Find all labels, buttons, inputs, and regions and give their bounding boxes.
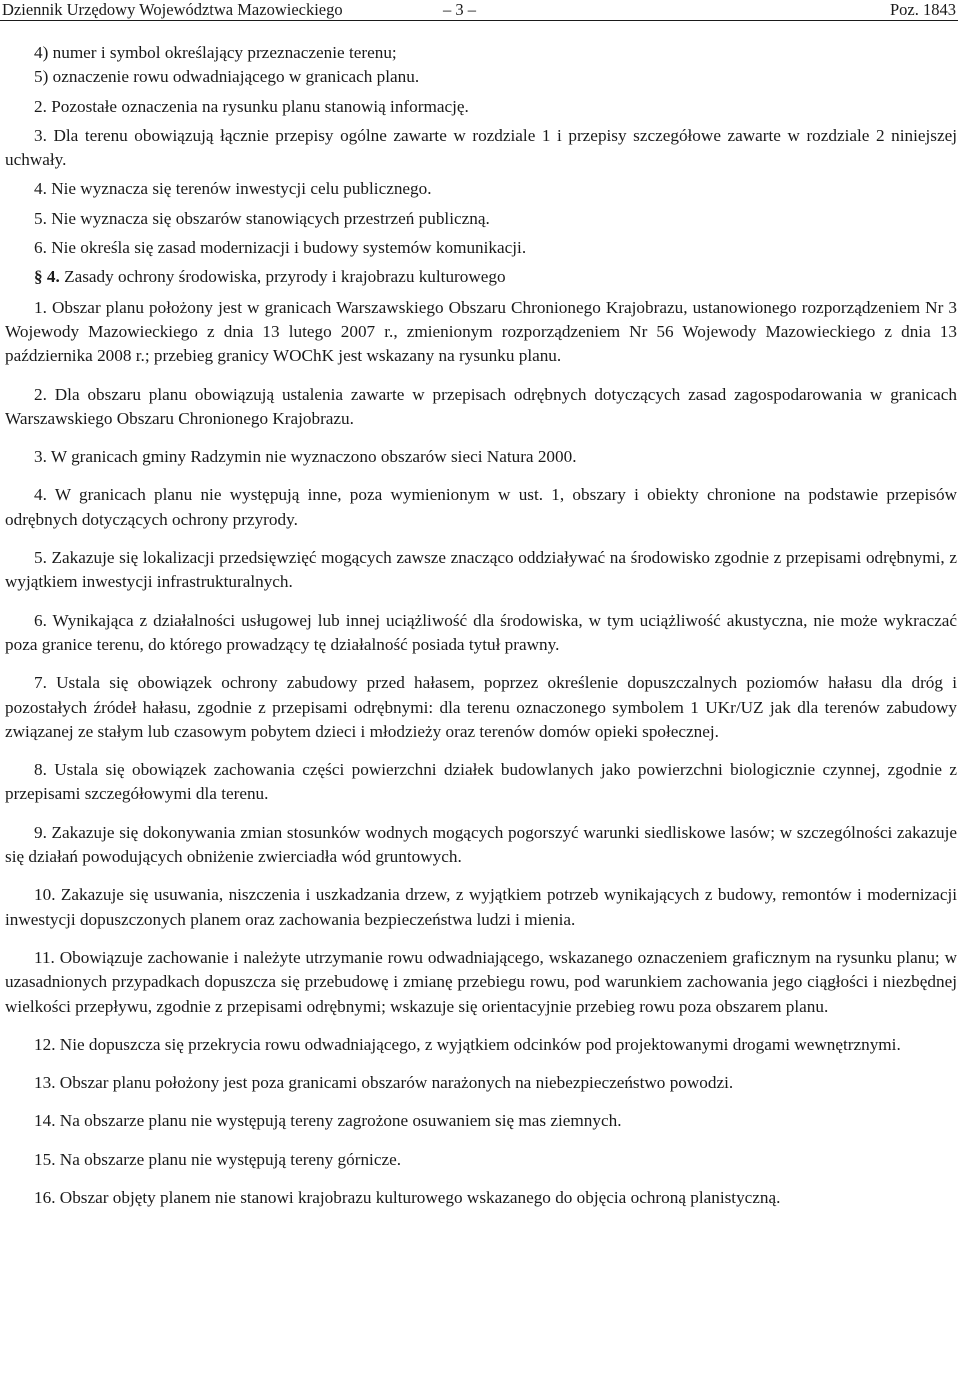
paragraph bbox=[5, 883, 957, 932]
paragraph bbox=[5, 671, 957, 744]
paragraph-number: 11. bbox=[34, 947, 55, 967]
paragraph-number: 2. bbox=[34, 384, 47, 404]
paragraph-number: 2. bbox=[34, 96, 47, 116]
paragraph-number: 13. bbox=[34, 1073, 56, 1093]
paragraph-number: 5. bbox=[34, 208, 47, 228]
paragraph bbox=[5, 445, 957, 469]
item-number: 4) bbox=[34, 43, 49, 62]
paragraph-number: 4. bbox=[34, 179, 47, 199]
paragraph-text: Obszar objęty planem nie stanowi krajobrazu kulturowego wskazanego do objęcia ochroną planistyczną. bbox=[55, 1187, 781, 1207]
paragraph-number: 12. bbox=[34, 1034, 56, 1054]
position-number: Poz. 1843 bbox=[890, 0, 956, 19]
paragraph-number: 1. bbox=[34, 297, 47, 317]
paragraph-number: 7. bbox=[34, 673, 47, 693]
paragraph bbox=[5, 207, 957, 231]
paragraph-number: 10. bbox=[34, 885, 56, 905]
page-header bbox=[0, 0, 958, 22]
paragraph-number: 15. bbox=[34, 1149, 56, 1169]
paragraph bbox=[5, 95, 957, 119]
paragraph-text: W granicach planu nie występują inne, poza wymienionym w ust. 1, obszary i obiekty chronione na podstawie przepisów odrębnych dotyczących ochrony przyrody. bbox=[5, 485, 957, 529]
paragraph-text: Nie dopuszcza się przekrycia rowu odwadniającego, z wyjątkiem odcinków pod projektowanymi drogami wewnętrznymi. bbox=[55, 1034, 901, 1054]
paragraph-number: 6. bbox=[34, 610, 47, 630]
paragraph-text: Dla terenu obowiązują łącznie przepisy ogólne zawarte w rozdziale 1 i przepisy szczegółowe zawarte w rozdziale 2 niniejszej uchwały. bbox=[5, 125, 957, 170]
paragraph-number: 16. bbox=[34, 1187, 56, 1207]
paragraph bbox=[5, 1148, 957, 1172]
paragraph bbox=[5, 609, 957, 658]
paragraph bbox=[5, 1186, 957, 1210]
paragraph-text: Obowiązuje zachowanie i należyte utrzymanie rowu odwadniającego, wskazanego oznaczeniem graficznym na rysunku planu; w uzasadnionych przypadkach dopuszcza się przebudowę i zmianę przebiegu rowu, pod warunkiem zachowania jego ciągłości i niezbędnej wielkości przepływu, zgodnie z przepisami odrębnymi; wskazuje się orientacyjnie przebieg rowu poza obszarem planu. bbox=[5, 947, 957, 1016]
paragraph bbox=[5, 177, 957, 201]
paragraph bbox=[5, 1071, 957, 1095]
paragraph-text: Dla obszaru planu obowiązują ustalenia zawarte w przepisach odrębnych dotyczących zasad zagospodarowania w granicach Warszawskiego Obszaru Chronionego Krajobrazu. bbox=[5, 384, 957, 428]
item-number: 5) bbox=[34, 67, 49, 87]
paragraph-text: Obszar planu położony jest poza granicami obszarów narażonych na niebezpieczeństwo powodzi. bbox=[55, 1073, 734, 1093]
item-text: oznaczenie rowu odwadniającego w granicach planu. bbox=[48, 67, 420, 87]
paragraph-text: Na obszarze planu nie występują tereny górnicze. bbox=[55, 1149, 401, 1169]
paragraph-text: Nie określa się zasad modernizacji i budowy systemów komunikacji. bbox=[46, 238, 527, 258]
paragraph-number: 8. bbox=[34, 760, 47, 780]
paragraph-text: Ustala się obowiązek zachowania części powierzchni działek budowlanych jako powierzchni biologicznie czynnej, zgodnie z przepisami szczegółowymi dla terenu. bbox=[5, 760, 957, 804]
paragraph-text: Nie wyznacza się obszarów stanowiących przestrzeń publiczną. bbox=[46, 208, 490, 228]
paragraph-text: Na obszarze planu nie występują tereny zagrożone osuwaniem się mas ziemnych. bbox=[55, 1111, 622, 1131]
paragraph-text: Wynikająca z działalności usługowej lub innej uciążliwość dla środowiska, w tym uciążliwość akustyczna, nie może wykraczać poza granice terenu, do którego prowadzący tę działalność posiada tytuł prawny. bbox=[5, 610, 957, 654]
paragraph-text: Zakazuje się dokonywania zmian stosunków wodnych mogących pogorszyć warunki siedliskowe lasów; w szczególności zakazuje się działań powodujących obniżenie zwierciadła wód gruntowych. bbox=[5, 822, 957, 867]
paragraph bbox=[5, 296, 957, 369]
page-number: – 3 – bbox=[443, 0, 476, 19]
item-text: numer i symbol określający przeznaczenie terenu; bbox=[48, 43, 397, 62]
paragraph-number: 5. bbox=[34, 548, 47, 568]
paragraph bbox=[5, 546, 957, 595]
section-number: § 4. bbox=[34, 267, 60, 287]
paragraph bbox=[5, 1033, 957, 1057]
paragraph-number: 6. bbox=[34, 238, 47, 258]
paragraph bbox=[5, 821, 957, 870]
paragraph-text: W granicach gminy Radzymin nie wyznaczono obszarów sieci Natura 2000. bbox=[46, 447, 577, 467]
paragraph bbox=[5, 946, 957, 1019]
paragraph-text: Nie wyznacza się terenów inwestycji celu publicznego. bbox=[46, 179, 432, 199]
paragraph-number: 3. bbox=[34, 125, 47, 145]
paragraph bbox=[5, 758, 957, 807]
paragraph-number: 3. bbox=[34, 447, 47, 467]
paragraph-text: Zakazuje się lokalizacji przedsięwzięć mogących zawsze znacząco oddziaływać na środowisko zgodnie z przepisami odrębnymi, z wyjątkiem inwestycji infrastrukturalnych. bbox=[5, 548, 957, 592]
paragraph bbox=[5, 1109, 957, 1133]
list-item bbox=[5, 41, 957, 65]
paragraph-number: 9. bbox=[34, 822, 47, 842]
paragraph bbox=[5, 383, 957, 432]
paragraph-text: Obszar planu położony jest w granicach Warszawskiego Obszaru Chronionego Krajobrazu, ustanowionego rozporządzeniem Nr 3 Wojewody Mazowieckiego z dnia 13 lutego 2007 r., zmienionym rozporządzeniem Nr 56 Wojewody Mazowieckiego z dnia 13 października 2008 r.; przebieg granicy WOChK jest wskazany na rysunku planu. bbox=[5, 297, 957, 366]
section-heading bbox=[5, 265, 957, 289]
paragraph-number: 4. bbox=[34, 485, 47, 505]
paragraph bbox=[5, 236, 957, 260]
paragraph-text: Zakazuje się usuwania, niszczenia i uszkadzania drzew, z wyjątkiem potrzeb wynikających z budowy, remontów i modernizacji inwestycji dopuszczonych planem oraz zachowania bezpieczeństwa ludzi i mienia. bbox=[5, 885, 957, 929]
paragraph bbox=[5, 483, 957, 532]
header-rule bbox=[0, 20, 958, 21]
paragraph-text: Pozostałe oznaczenia na rysunku planu stanowią informację. bbox=[46, 96, 469, 116]
paragraph bbox=[5, 124, 957, 173]
journal-title: Dziennik Urzędowy Województwa Mazowieckiego bbox=[2, 0, 343, 19]
paragraph-number: 14. bbox=[34, 1111, 56, 1131]
list-item bbox=[5, 65, 957, 89]
document-body bbox=[5, 41, 957, 1215]
paragraph-text: Ustala się obowiązek ochrony zabudowy przed hałasem, poprzez określenie dopuszczalnych poziomów hałasu dla dróg i pozostałych źródeł hałasu, zgodnie z przepisami odrębnymi: dla terenu oznaczonego symbolem 1 UKr/UZ jak dla terenów zabudowy związanej ze stałym lub czasowym pobytem dzieci i młodzieży oraz terenów domów opieki społecznej. bbox=[5, 673, 957, 741]
section-title: Zasady ochrony środowiska, przyrody i krajobrazu kulturowego bbox=[59, 267, 506, 287]
